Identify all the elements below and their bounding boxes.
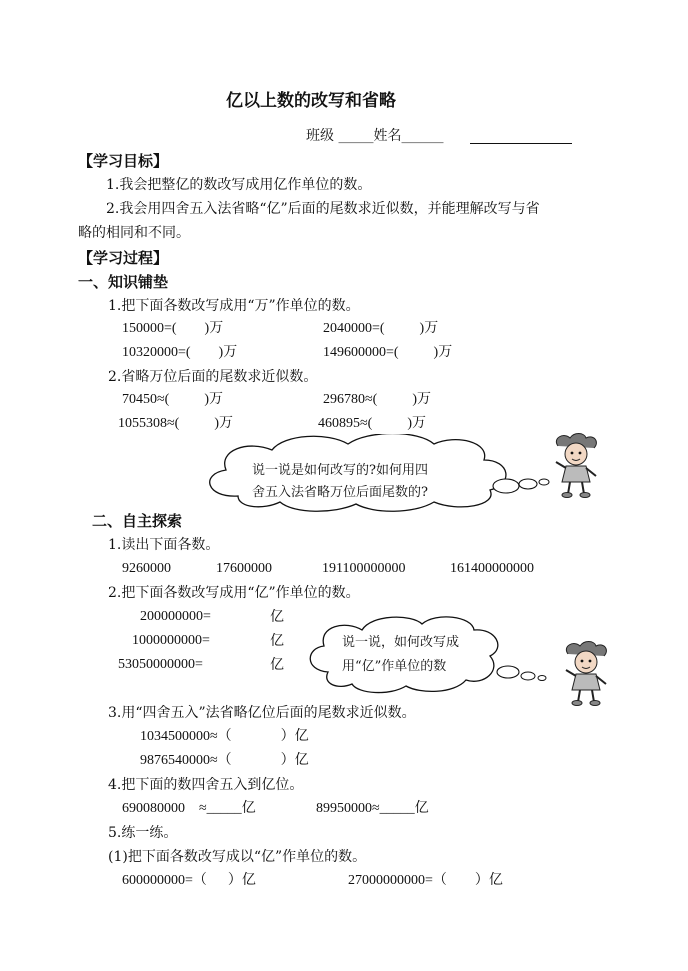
- s2-q3-row1: 1034500000≈（ ）亿: [140, 729, 309, 744]
- s2-q3: 3.用“四舍五入”法省略亿位后面的尾数求近似数。: [108, 705, 416, 721]
- s2-q2-row2: 1000000000=: [132, 633, 210, 648]
- s2-q4-row2: 89950000≈_____亿: [316, 801, 429, 816]
- s2-q2-unit1: 亿: [270, 609, 284, 625]
- thought-cloud-2: [302, 614, 552, 696]
- s2-q2-unit2: 亿: [270, 633, 284, 649]
- s2-q1: 1.读出下面各数。: [108, 537, 220, 553]
- cloud2-line2: 用“亿”作单位的数: [342, 659, 447, 674]
- s2-q5-sub: (1)把下面各数改写成以“亿”作单位的数。: [108, 849, 367, 865]
- section1-heading: 一、知识铺垫: [78, 273, 169, 291]
- s2-q5-row2: 27000000000=（ ）亿: [348, 873, 503, 888]
- s1-q1-row1-a: 150000=( )万: [122, 321, 224, 336]
- s1-q1: 1.把下面各数改写成用“万”作单位的数。: [108, 298, 360, 314]
- s1-q2-row2-a: 1055308≈( )万: [118, 416, 234, 431]
- s2-q1-n3: 191100000000: [322, 561, 406, 576]
- s1-q1-row2-b: 149600000=( )万: [323, 345, 453, 360]
- s2-q2-unit3: 亿: [270, 657, 284, 673]
- s2-q4-row1: 690080000 ≈_____亿: [122, 801, 256, 816]
- s1-q2-row2-b: 460895≈( )万: [318, 416, 427, 431]
- s2-q2-row3: 53050000000=: [118, 657, 203, 672]
- s1-q2-row1-a: 70450≈( )万: [122, 392, 224, 407]
- s2-q2-row1: 200000000=: [140, 609, 211, 624]
- name-underline: [470, 143, 572, 144]
- cartoon-girl-icon: [550, 432, 602, 500]
- s1-q2: 2.省略万位后面的尾数求近似数。: [108, 369, 318, 385]
- goals-heading: 【学习目标】: [78, 152, 169, 170]
- class-name-line: 班级 _____姓名______: [306, 128, 444, 144]
- s2-q5: 5.练一练。: [108, 825, 178, 841]
- goal-item-1: 1.我会把整亿的数改写成用亿作单位的数。: [106, 177, 372, 193]
- s2-q2: 2.把下面各数改写成用“亿”作单位的数。: [108, 585, 360, 601]
- s2-q1-n1: 9260000: [122, 561, 171, 576]
- cloud2-line1: 说一说，如何改写成: [342, 635, 460, 650]
- goal-item-2-cont: 略的相同和不同。: [78, 225, 190, 241]
- cloud1-line2: 舍五入法省略万位后面尾数的?: [252, 485, 428, 500]
- s1-q1-row2-a: 10320000=( )万: [122, 345, 238, 360]
- s2-q1-n2: 17600000: [216, 561, 272, 576]
- process-heading: 【学习过程】: [78, 249, 169, 267]
- s1-q1-row1-b: 2040000=( )万: [323, 321, 439, 336]
- page-title: 亿以上数的改写和省略: [226, 91, 396, 111]
- s2-q1-n4: 161400000000: [450, 561, 534, 576]
- s2-q4: 4.把下面的数四舍五入到亿位。: [108, 777, 304, 793]
- section2-heading: 二、自主探索: [92, 512, 183, 530]
- s1-q2-row1-b: 296780≈( )万: [323, 392, 432, 407]
- cartoon-girl-icon: [560, 640, 612, 708]
- s2-q3-row2: 9876540000≈（ ）亿: [140, 753, 309, 768]
- goal-item-2: 2.我会用四舍五入法省略“亿”后面的尾数求近似数，并能理解改写与省: [106, 201, 540, 217]
- cloud1-line1: 说一说是如何改写的?如何用四: [252, 463, 428, 478]
- s2-q5-row1: 600000000=（ ）亿: [122, 873, 256, 888]
